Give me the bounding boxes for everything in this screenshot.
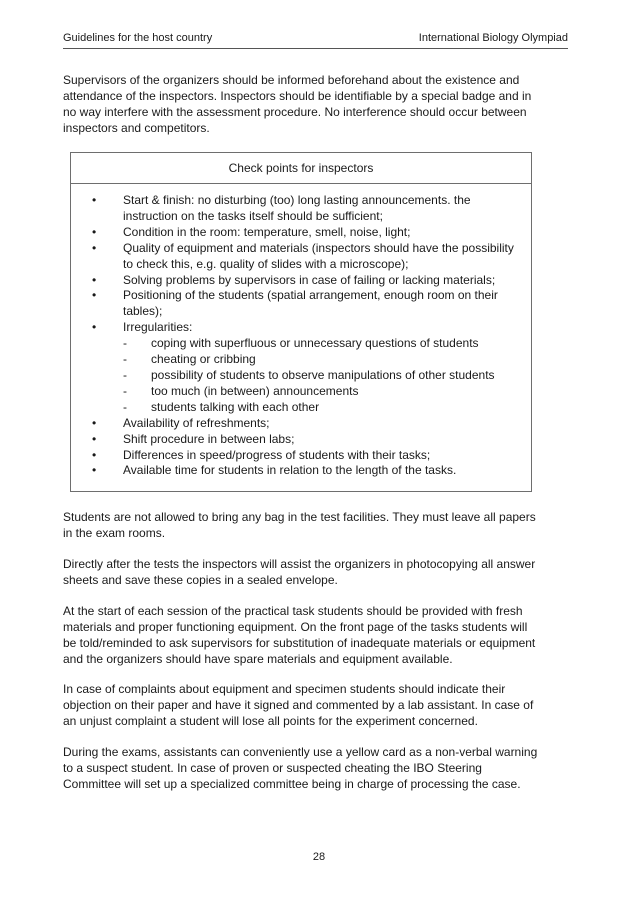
sub-list-item xyxy=(71,400,531,416)
header-right-title: International Biology Olympiad xyxy=(418,32,568,44)
list-item-text: Availability of refreshments; xyxy=(123,415,270,430)
bullet-icon: • xyxy=(92,431,97,446)
page-number: 28 xyxy=(312,851,326,863)
bullet-icon: • xyxy=(92,224,97,239)
list-item xyxy=(71,225,531,241)
bullet-icon: • xyxy=(92,463,97,478)
list-item-text: Positioning of the students (spatial arrangement, enough room on their tables); xyxy=(123,288,498,319)
checkpoints-box xyxy=(70,152,532,492)
sub-list-item-text: possibility of students to observe manipulations of other students xyxy=(151,367,495,382)
paragraph-bags: Students are not allowed to bring any bag in the test facilities. They must leave all papers in the exam rooms. xyxy=(63,510,536,540)
list-item xyxy=(71,273,531,289)
list-item-text: Quality of equipment and materials (inspectors should have the possibility to check this, e.g. quality of slides with a microscope); xyxy=(123,240,514,271)
intro-paragraph: Supervisors of the organizers should be informed beforehand about the existence and attendance of the inspectors. Inspectors should be identifiable by a special badge and in no way interfere with the assessment procedure. No interference should occur between inspectors and competitors. xyxy=(63,73,532,135)
sub-list-item xyxy=(71,368,531,384)
bullet-icon: • xyxy=(92,240,97,255)
list-item-text: Solving problems by supervisors in case of failing or lacking materials; xyxy=(123,272,496,287)
dash-icon: - xyxy=(123,352,127,367)
sub-list-item-text: too much (in between) announcements xyxy=(151,383,359,398)
paragraph-materials: At the start of each session of the practical task students should be provided with fresh materials and proper functioning equipment. On the front page of the tasks students will be told/reminded to ask supervisors for substitution of inadequate materials or equipment and the organizers should have spare materials and equipment available. xyxy=(63,604,536,666)
list-item-text: Irregularities: xyxy=(123,320,193,335)
list-item xyxy=(71,288,531,320)
list-item-text: Differences in speed/progress of students with their tasks; xyxy=(123,447,431,462)
dash-icon: - xyxy=(123,367,127,382)
paragraph-photocopying: Directly after the tests the inspectors will assist the organizers in photocopying all answer sheets and save these copies in a sealed envelope. xyxy=(63,557,536,587)
list-item-text: Shift procedure in between labs; xyxy=(123,431,295,446)
bullet-icon: • xyxy=(92,193,97,207)
sub-list-item xyxy=(71,336,531,352)
sub-list-item xyxy=(71,352,531,368)
list-item xyxy=(71,463,531,479)
header-left-title: Guidelines for the host country xyxy=(63,32,213,44)
dash-icon: - xyxy=(123,399,127,414)
bullet-icon: • xyxy=(92,320,97,335)
sub-list-item xyxy=(71,384,531,400)
dash-icon: - xyxy=(123,383,127,398)
list-item-text: Available time for students in relation to the length of the tasks. xyxy=(123,463,457,478)
paragraph-complaints: In case of complaints about equipment and specimen students should indicate their objection on their paper and have it signed and commented by a lab assistant. In case of an unjust complaint a student will lose all points for the experiment concerned. xyxy=(63,682,534,728)
sub-list-item-text: coping with superfluous or unnecessary questions of students xyxy=(151,336,479,351)
checkpoints-list xyxy=(71,193,531,479)
bullet-icon: • xyxy=(92,272,97,287)
page-header xyxy=(63,30,568,49)
list-item-text: Condition in the room: temperature, smell, noise, light; xyxy=(123,224,411,239)
sub-list-item-text: cheating or cribbing xyxy=(151,352,256,367)
list-item xyxy=(71,432,531,448)
list-item xyxy=(71,448,531,464)
list-item-text: Start & finish: no disturbing (too) long lasting announcements. the instruction on the tasks itself should be sufficient; xyxy=(123,193,471,223)
sub-list-item-text: students talking with each other xyxy=(151,399,320,414)
dash-icon: - xyxy=(123,336,127,351)
list-item xyxy=(71,193,531,225)
checkpoints-title: Check points for inspectors xyxy=(71,153,531,184)
list-item xyxy=(71,320,531,336)
bullet-icon: • xyxy=(92,288,97,303)
paragraph-yellow-card: During the exams, assistants can conveniently use a yellow card as a non-verbal warning to a suspect student. In case of proven or suspected cheating the IBO Steering Committee will set up a specialized committee being in charge of processing the case. xyxy=(63,745,538,791)
list-item xyxy=(71,416,531,432)
list-item xyxy=(71,241,531,273)
bullet-icon: • xyxy=(92,415,97,430)
bullet-icon: • xyxy=(92,447,97,462)
